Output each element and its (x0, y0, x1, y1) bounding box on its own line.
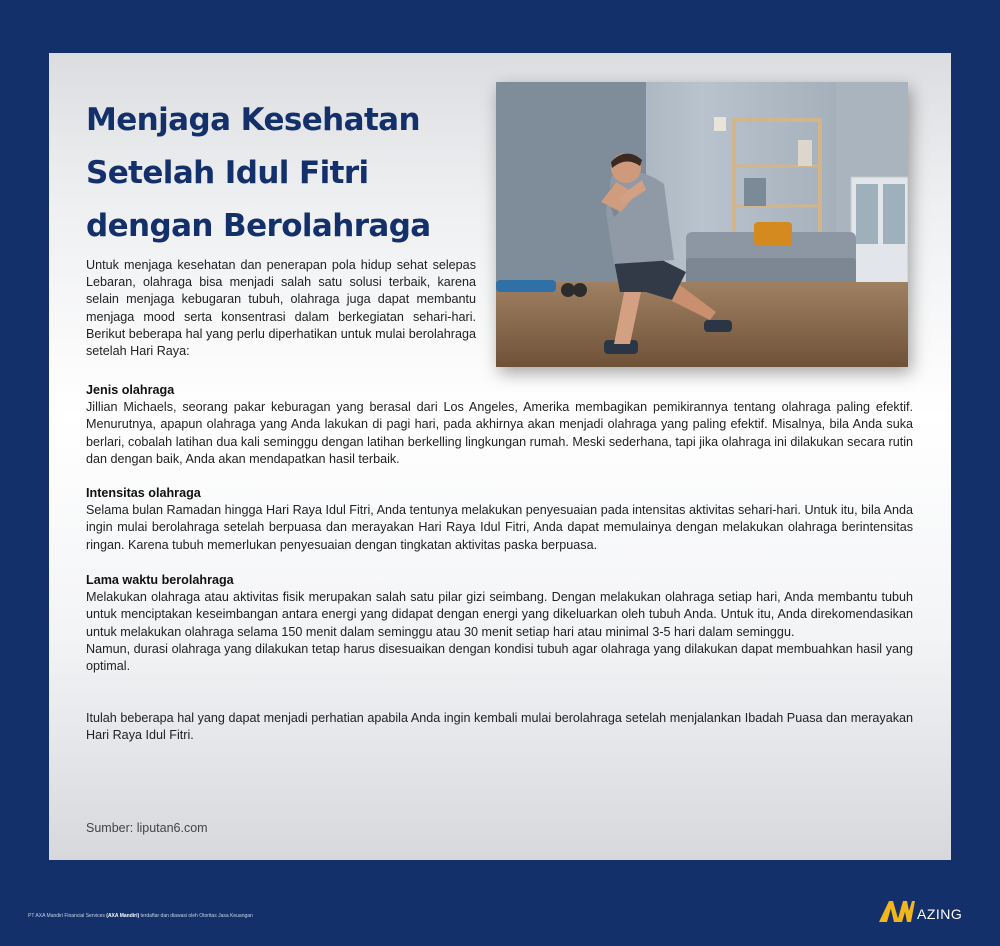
section-body-continued: Namun, durasi olahraga yang dilakukan tetap harus disesuaikan dengan kondisi tubuh agar olahraga yang dilakukan dapat membuahkan hasil yang optimal. (86, 641, 913, 674)
intro-paragraph: Untuk menjaga kesehatan dan penerapan pola hidup sehat selepas Lebaran, olahraga bisa menjadi salah satu solusi terbaik, karena selain menjaga kebugaran tubuh, olahraga juga dapat membantu menjaga mood serta konsentrasi dalam berkegiatan sehari-hari. Berikut beberapa hal yang perlu diperhatikan untuk mulai berolahraga setelah Hari Raya: (86, 258, 476, 359)
title-line-3: dengan Berolahraga (86, 208, 431, 244)
page-title (86, 94, 466, 253)
footer-note-suffix: terdaftar dan diawasi oleh Otoritas Jasa Keuangan (139, 913, 253, 919)
section-heading: Intensitas olahraga (86, 486, 201, 500)
section-heading: Jenis olahraga (86, 383, 175, 397)
title-line-1: Menjaga Kesehatan (86, 102, 420, 138)
amazing-logo (878, 897, 962, 925)
footer-disclaimer (28, 913, 253, 919)
source-credit: Sumber: liputan6.com (86, 821, 208, 835)
closing-text: Itulah beberapa hal yang dapat menjadi perhatian apabila Anda ingin kembali mulai berolahraga setelah menjalankan Ibadah Puasa dan merayakan Hari Raya Idul Fitri. (86, 711, 913, 743)
section-body: Selama bulan Ramadan hingga Hari Raya Idul Fitri, Anda tentunya melakukan penyesuaian pada intensitas aktivitas sehari-hari. Untuk itu, bila Anda ingin mulai berolahraga setelah berpuasa dan merayakan Hari Raya Idul Fitri, Anda dapat memulainya dengan melakukan olahraga berintensitas ringan. Karena tubuh memerlukan penyesuaian dengan tingkatan aktivitas paska berpuasa. (86, 503, 913, 552)
section-heading: Lama waktu berolahraga (86, 573, 234, 587)
amazing-logo-icon (878, 899, 916, 923)
section-jenis-olahraga (86, 382, 913, 468)
logo-text: AZING (917, 906, 963, 922)
footer-note-brand: (AXA Mandiri) (106, 913, 140, 919)
section-body: Melakukan olahraga atau aktivitas fisik merupakan salah satu pilar gizi seimbang. Dengan melakukan olahraga setiap hari, Anda membantu tubuh untuk menciptakan keseimbangan antara energi yang didapat dengan energi yang dikeluarkan oleh tubuh Anda. Untuk itu, Anda direkomendasikan untuk melakukan olahraga selama 150 menit dalam seminggu atau 30 menit setiap hari atau minimal 3-5 hari dalam seminggu. (86, 590, 913, 639)
section-lama-waktu (86, 572, 913, 675)
title-line-2: Setelah Idul Fitri (86, 155, 369, 191)
section-body: Jillian Michaels, seorang pakar keburagan yang berasal dari Los Angeles, Amerika membagikan pemikirannya tentang olahraga paling efektif. Menurutnya, apapun olahraga yang Anda lakukan di pagi hari, pada akhirnya akan menjadi olahraga yang paling efektif. Misalnya, bila Anda suka berlari, cobalah latihan dua kali seminggu dengan latihan berkelling lingkungan rumah. Meski sederhana, tapi jika olahraga ini dilakukan secara rutin dan dengan baik, Anda akan mendapatkan hasil terbaik. (86, 400, 913, 466)
footer-note-prefix: PT AXA Mandiri Financial Services (28, 913, 107, 919)
section-intensitas-olahraga (86, 485, 913, 554)
exercise-photo (496, 82, 908, 367)
closing-paragraph (86, 710, 913, 744)
